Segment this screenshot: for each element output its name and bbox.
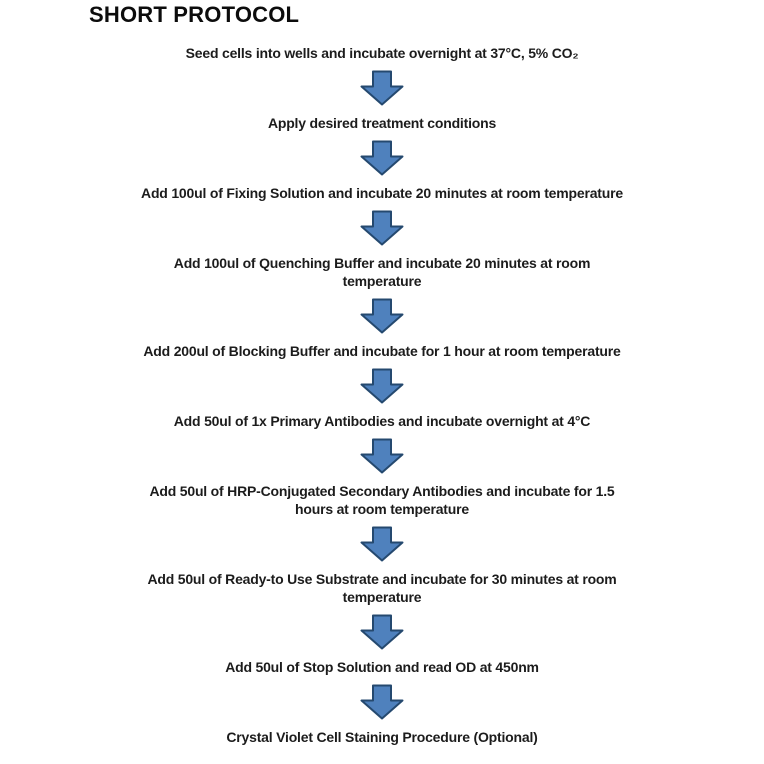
protocol-step: [174, 412, 590, 430]
step-text: Add 200ul of Blocking Buffer and incubate for 1 hour at room temperature: [143, 343, 621, 359]
protocol-step: [186, 44, 579, 62]
down-arrow-icon: [360, 298, 404, 334]
protocol-step: [174, 254, 590, 290]
step-text: Seed cells into wells and incubate overnight at 37°C, 5% CO₂: [185, 45, 579, 61]
protocol-step: [226, 728, 537, 746]
down-arrow-icon: [360, 140, 404, 176]
protocol-step: [149, 482, 614, 518]
step-text: Add 100ul of Fixing Solution and incubate 20 minutes at room temperature: [141, 185, 623, 201]
down-arrow-icon: [360, 526, 404, 562]
step-text: Add 50ul of Stop Solution and read OD at 450nm: [225, 659, 539, 675]
page-title: SHORT PROTOCOL: [89, 2, 300, 27]
down-arrow-icon: [360, 614, 404, 650]
protocol-step: [147, 570, 616, 606]
step-text: hours at room temperature: [295, 501, 469, 517]
protocol-step: [143, 342, 620, 360]
step-text: Add 50ul of 1x Primary Antibodies and incubate overnight at 4°C: [173, 413, 591, 429]
step-text: temperature: [342, 273, 422, 289]
step-text: Apply desired treatment conditions: [267, 115, 497, 131]
protocol-step: [141, 184, 623, 202]
protocol-step: [268, 114, 496, 132]
step-text: temperature: [342, 589, 422, 605]
down-arrow-icon: [360, 210, 404, 246]
step-text: Add 50ul of HRP-Conjugated Secondary Antibodies and incubate for 1.5: [149, 483, 615, 499]
down-arrow-icon: [360, 438, 404, 474]
down-arrow-icon: [360, 70, 404, 106]
step-text: Add 50ul of Ready-to Use Substrate and incubate for 30 minutes at room: [147, 571, 617, 587]
protocol-step: [225, 658, 539, 676]
down-arrow-icon: [360, 368, 404, 404]
down-arrow-icon: [360, 684, 404, 720]
step-text: Add 100ul of Quenching Buffer and incubate 20 minutes at room: [173, 255, 591, 271]
step-text: Crystal Violet Cell Staining Procedure (Optional): [226, 729, 538, 745]
